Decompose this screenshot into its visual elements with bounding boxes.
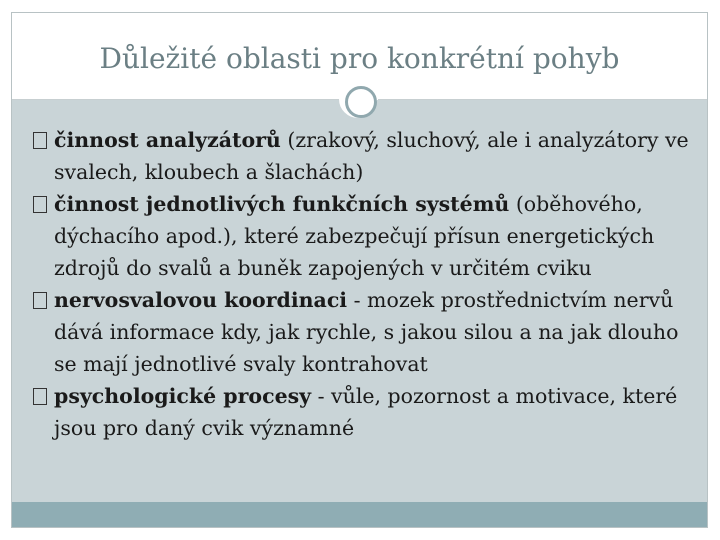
item-bold-text: psychologické procesy [54, 384, 312, 408]
list-item [32, 284, 702, 380]
bullet-box-icon [33, 292, 47, 309]
item-bold-text: činnost analyzátorů [54, 128, 281, 152]
item-text: (zrakový, sluchový, ale i analyzátory ve svalech, kloubech a šlachách) [54, 128, 689, 184]
bullet-list [32, 124, 702, 444]
title-divider-right [378, 99, 707, 100]
bullet-box-icon [33, 196, 47, 213]
title-divider-left [12, 99, 340, 100]
item-text: - vůle, pozornost a motivace, které jsou pro daný cvik významné [54, 384, 678, 440]
footer-bar [12, 502, 707, 527]
ring-inner [345, 86, 377, 118]
slide-title: Důležité oblasti pro konkrétní pohyb [99, 42, 620, 75]
list-item [32, 188, 702, 284]
ring-icon [339, 80, 377, 118]
item-text: (oběhového, dýchacího apod.), které zabezpečují přísun energetických zdrojů do svalů a buněk zapojených v určitém cviku [54, 192, 655, 280]
bullet-box-icon [33, 388, 47, 405]
content-area [12, 100, 707, 502]
item-bold-text: nervosvalovou koordinaci [54, 288, 348, 312]
list-item [32, 124, 702, 188]
item-text: - mozek prostřednictvím nervů dává informace kdy, jak rychle, s jakou silou a na jak dlouho se mají jednotlivé svaly kontrahovat [54, 288, 679, 376]
list-item [32, 380, 702, 444]
bullet-box-icon [33, 132, 47, 149]
item-bold-text: činnost jednotlivých funkčních systémů [54, 192, 510, 216]
